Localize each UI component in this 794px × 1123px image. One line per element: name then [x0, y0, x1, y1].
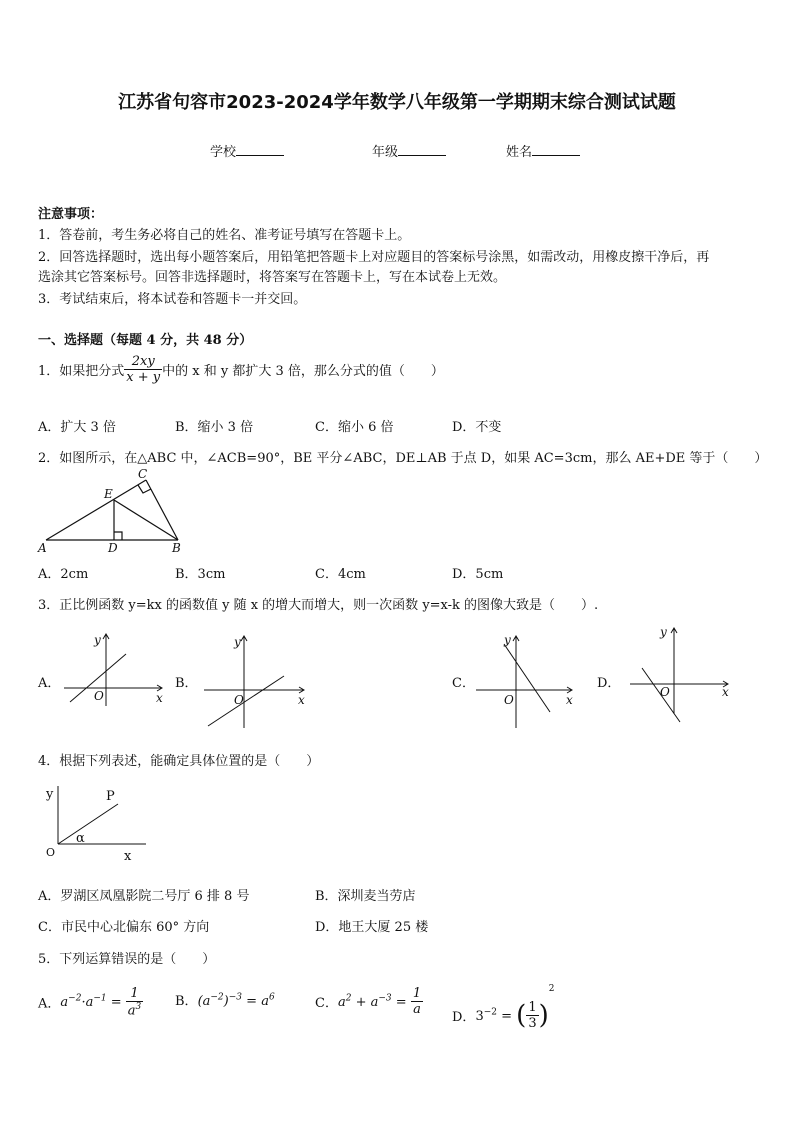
q3-graph-b: [200, 630, 310, 730]
label-y: y: [46, 787, 54, 802]
origin: O: [504, 693, 514, 707]
q4-option-a: A．罗湖区凤凰影院二号厅 6 排 8 号: [38, 889, 250, 904]
q2-stem: 2．如图所示，在△ABC 中，∠ACB=90°，BE 平分∠ABC，DE⊥AB 于点 D，如果 AC=3cm，那么 AE+DE 等于（ ）: [38, 451, 768, 466]
name-blank: [532, 143, 580, 156]
origin: O: [94, 689, 104, 703]
label-e: E: [104, 487, 113, 501]
q3-option-c-label: C．: [452, 676, 475, 691]
label-d: D: [108, 541, 118, 555]
axis-x: x: [722, 685, 729, 699]
grade-label: 年级: [372, 145, 399, 160]
q4-angle-figure: [40, 782, 150, 866]
q5-stem: 5．下列运算错误的是（ ）: [38, 952, 216, 967]
q5-option-c: C．$a^2 + a^{-3}$ = $\frac{1}{a}$: [315, 986, 422, 1017]
q1-option-b: B．缩小 3 倍: [175, 420, 254, 435]
label-c: C: [138, 468, 148, 481]
axis-y: y: [234, 635, 241, 649]
label-x: x: [124, 849, 132, 864]
school-blank: [236, 143, 284, 156]
q3-option-d-label: D．: [597, 676, 621, 691]
q4-option-b: B．深圳麦当劳店: [315, 889, 416, 904]
bisector-be: [114, 500, 178, 540]
note-2: 2．回答选择题时，选出每小题答案后，用铅笔把答题卡上对应题目的答案标号涂黑，如需改动，用橡皮擦干净后，再: [38, 250, 710, 265]
label-p: P: [106, 789, 115, 804]
q3-option-a-label: A．: [38, 676, 61, 691]
q5-option-b: B．$(a^{-2})^{-3} = a^6$: [175, 992, 275, 1009]
name-label: 姓名: [506, 145, 533, 160]
q5-option-a-label: A．: [38, 996, 61, 1012]
q4-stem: 4．根据下列表述，能确定具体位置的是（ ）: [38, 754, 320, 769]
q1-pre: 1．如果把分式: [38, 364, 125, 379]
note-1: 1．答卷前，考生务必将自己的姓名、准考证号填写在答题卡上。: [38, 228, 411, 243]
notes-heading: 注意事项：: [38, 207, 104, 222]
q1-fraction: [124, 354, 162, 385]
q2-option-a: A．2cm: [38, 567, 89, 582]
q3-graph-a: [60, 628, 170, 708]
q1-numerator: 2xy: [124, 354, 162, 370]
q1-stem: [38, 354, 444, 385]
q2-option-c: C．4cm: [315, 567, 366, 582]
school-field: [210, 141, 284, 160]
q4-option-d: D．地王大厦 25 楼: [315, 920, 429, 935]
origin: O: [234, 693, 244, 707]
axis-y: y: [660, 625, 667, 639]
q5-option-b-label: B．: [175, 994, 198, 1009]
grade-field: [372, 141, 446, 160]
q1-option-a: A．扩大 3 倍: [38, 420, 116, 435]
axis-x: x: [298, 693, 305, 707]
q1-denominator: x + y: [126, 370, 161, 385]
q5-option-d: D．$3^{-2}$ = ( $\frac{1}{3}$ )$^2$: [452, 984, 555, 1031]
q3-graph-d: [628, 624, 738, 724]
q4-option-c: C．市民中心北偏东 60° 方向: [38, 920, 210, 935]
q1-option-d: D．不变: [452, 420, 502, 435]
grade-blank: [398, 143, 446, 156]
q3-option-b-label: B．: [175, 676, 198, 691]
q2-option-d: D．5cm: [452, 567, 504, 582]
axis-y: y: [94, 633, 101, 647]
page-title: 江苏省句容市2023-2024学年数学八年级第一学期期末综合测试试题: [118, 92, 676, 113]
note-2-cont: 选涂其它答案标号。回答非选择题时，将答案写在答题卡上，写在本试卷上无效。: [38, 270, 507, 285]
label-a: A: [38, 541, 47, 555]
q5-option-c-label: C．: [315, 996, 338, 1011]
name-field: [506, 141, 580, 160]
right-angle-d: [114, 532, 122, 540]
section-heading: 一、选择题（每题 4 分，共 48 分）: [38, 333, 253, 348]
q5-option-a: A．$a^{-2}\cdot a^{-1}$ = $\frac{1}{a^3}$: [38, 986, 142, 1019]
q3-stem: 3．正比例函数 y=kx 的函数值 y 随 x 的增大而增大，则一次函数 y=x-k 的图像大致是（ ）.: [38, 598, 599, 613]
note-3: 3．考试结束后，将本试卷和答题卡一并交回。: [38, 292, 307, 307]
school-label: 学校: [210, 145, 237, 160]
label-o: O: [46, 846, 56, 859]
label-b: B: [172, 541, 181, 555]
axis-x: x: [566, 693, 573, 707]
q3-graph-c: [474, 630, 584, 730]
q1-post: 中的 x 和 y 都扩大 3 倍，那么分式的值（ ）: [162, 364, 444, 379]
q2-triangle-figure: [34, 468, 194, 556]
q2-option-b: B．3cm: [175, 567, 226, 582]
label-alpha: α: [76, 831, 85, 846]
q5-option-d-label: D．: [452, 1010, 476, 1025]
axis-y: y: [504, 633, 511, 647]
q1-option-c: C．缩小 6 倍: [315, 420, 394, 435]
origin: O: [660, 685, 670, 699]
axis-x: x: [156, 691, 163, 705]
